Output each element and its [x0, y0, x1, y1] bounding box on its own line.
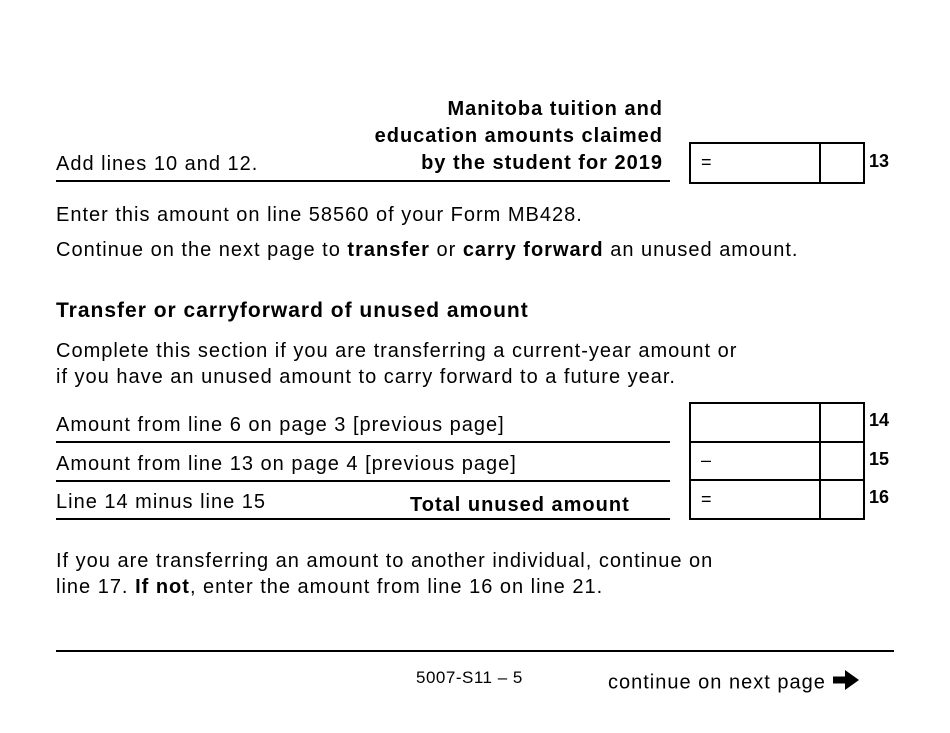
continue-mid: or: [429, 239, 463, 261]
line13-underline: [56, 180, 670, 182]
row15-sign: –: [701, 450, 713, 470]
row16-right-label: Total unused amount: [410, 494, 630, 516]
footer-continue-label: continue on next page: [608, 671, 826, 694]
continue-instruction: [56, 239, 798, 262]
row15-underline: [56, 480, 670, 482]
row14-label: Amount from line 6 on page 3 [previous page]: [56, 414, 505, 436]
line13-number: 13: [869, 151, 890, 171]
row14-underline: [56, 441, 670, 443]
arrow-right-icon: [832, 668, 860, 698]
footer-form-id: 5007-S11 – 5: [416, 668, 523, 687]
line13-sign: =: [701, 152, 713, 172]
row14-number: 14: [869, 410, 890, 430]
row14-cents-divider: [819, 404, 821, 441]
section-desc-line2: if you have an unused amount to carry forward to a future year.: [56, 366, 676, 388]
transfer-note-prefix: line 17.: [56, 576, 136, 598]
row15-cents-divider: [819, 443, 821, 479]
row15-label: Amount from line 13 on page 4 [previous page]: [56, 453, 517, 475]
line13-amount-field[interactable]: [689, 142, 865, 184]
row16-underline: [56, 518, 670, 520]
row16-sign: =: [701, 489, 713, 509]
row14-amount-field[interactable]: [689, 402, 865, 443]
line13-label: Add lines 10 and 12.: [56, 153, 259, 175]
transfer-note-suffix: , enter the amount from line 16 on line 21.: [189, 576, 604, 598]
line13-heading: [300, 96, 663, 177]
row16-number: 16: [869, 487, 890, 507]
continue-suffix: an unused amount.: [603, 239, 799, 261]
transfer-note-line2: [56, 576, 603, 599]
footer-continue: [608, 668, 860, 698]
row15-number: 15: [869, 449, 890, 469]
continue-prefix: Continue on the next page to: [56, 239, 348, 261]
transfer-note-bold: If not: [135, 576, 190, 598]
line13-heading-line2: education amounts claimed: [374, 125, 663, 147]
line13-heading-line1: Manitoba tuition and: [447, 98, 663, 120]
section-title: Transfer or carryforward of unused amount: [56, 299, 529, 322]
continue-bold-transfer: transfer: [347, 239, 430, 261]
continue-bold-carry: carry forward: [462, 239, 604, 261]
line13-cents-divider: [819, 144, 821, 182]
line13-heading-line3: by the student for 2019: [421, 152, 663, 174]
row16-amount-field[interactable]: [689, 479, 865, 520]
transfer-note-line1: If you are transferring an amount to another individual, continue on: [56, 550, 714, 572]
row16-label: Line 14 minus line 15: [56, 491, 267, 513]
enter-instruction: Enter this amount on line 58560 of your Form MB428.: [56, 204, 583, 226]
footer-rule: [56, 650, 894, 652]
section-desc-line1: Complete this section if you are transferring a current-year amount or: [56, 340, 738, 362]
row15-amount-field[interactable]: [689, 441, 865, 481]
row16-cents-divider: [819, 481, 821, 518]
